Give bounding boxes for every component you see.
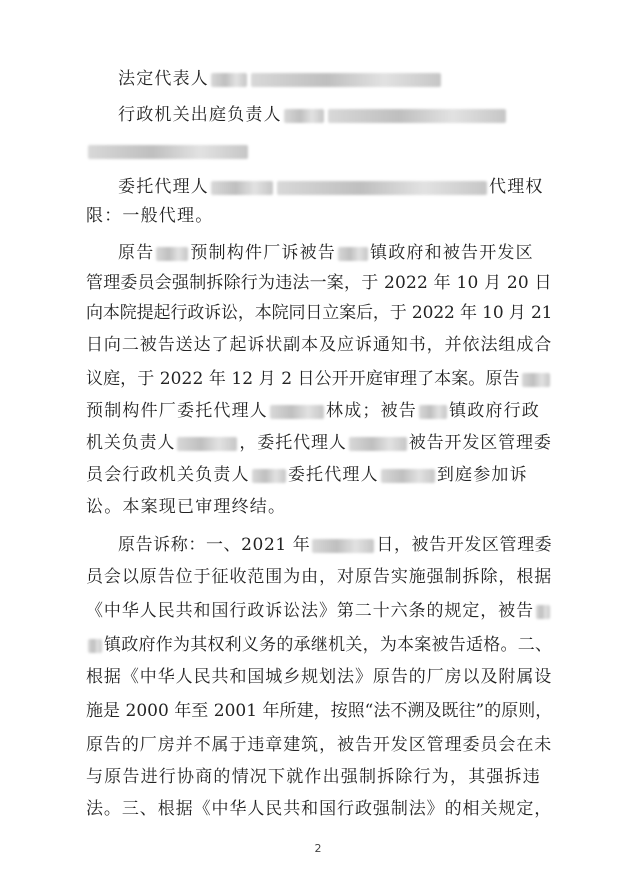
text-line: 法定代表人 bbox=[118, 68, 443, 90]
redacted-text bbox=[312, 539, 374, 553]
text-line: 日向二被告送达了起诉状副本及应诉通知书，并依法组成合 bbox=[86, 335, 553, 355]
text-line bbox=[86, 140, 250, 162]
redacted-text bbox=[270, 405, 324, 419]
text-line: 原告的厂房并不属于违章建筑，被告开发区管理委员会在未 bbox=[86, 735, 553, 755]
redacted-text bbox=[88, 639, 102, 653]
text-line: 议庭，于 2022 年 12 月 2 日公开开庭审理了本案。原告 bbox=[86, 368, 552, 390]
redacted-text bbox=[284, 109, 324, 123]
text-line: 员会以原告位于征收范围为由，对原告实施强制拆除，根据 bbox=[86, 567, 553, 587]
redacted-text bbox=[251, 73, 441, 87]
redacted-text bbox=[277, 181, 487, 195]
text-line: 法。三、根据《中华人民共和国行政强制法》的相关规定， bbox=[86, 799, 553, 819]
redacted-text bbox=[349, 437, 407, 451]
text-line: 施是 2000 年至 2001 年所建，按照“法不溯及既往”的原则， bbox=[86, 701, 553, 721]
text-line: 机关负责人 ，委托代理人 被告开发区管理委 bbox=[86, 433, 552, 453]
redacted-text bbox=[177, 437, 237, 451]
text-line: 原告 预制构件厂诉被告 镇政府和被告开发区 bbox=[118, 243, 534, 263]
text-line: 讼。本案现已审理终结。 bbox=[86, 497, 287, 517]
redacted-text bbox=[211, 181, 273, 195]
text-line: 员会行政机关负责人 委托代理人 到庭参加诉 bbox=[86, 465, 528, 485]
text-line: 管理委员会强制拆除行为违法一案，于 2022 年 10 月 20 日 bbox=[86, 273, 552, 293]
text-line: 镇政府作为其权利义务的承继机关，为本案被告适格。二、 bbox=[86, 634, 552, 656]
page-number: 2 bbox=[314, 842, 322, 855]
text-line: 行政机关出庭负责人 bbox=[118, 104, 508, 126]
text-line: 预制构件厂委托代理人 林成；被告 镇政府行政 bbox=[86, 401, 540, 421]
text-line: 《中华人民共和国行政诉讼法》第二十六条的规定，被告 bbox=[86, 600, 552, 622]
redacted-text bbox=[252, 469, 286, 483]
redacted-text bbox=[338, 247, 368, 261]
redacted-text bbox=[536, 605, 550, 619]
redacted-text bbox=[88, 145, 248, 159]
text-line: 根据《中华人民共和国城乡规划法》原告的厂房以及附属设 bbox=[86, 667, 553, 687]
text-line: 向本院提起行政诉讼，本院同日立案后，于 2022 年 10 月 21 bbox=[86, 303, 553, 323]
text-line: 委托代理人 代理权 bbox=[118, 177, 544, 197]
text-line: 限：一般代理。 bbox=[86, 206, 214, 226]
redacted-text bbox=[381, 469, 435, 483]
redacted-text bbox=[328, 109, 506, 123]
text-line: 与原告进行协商的情况下就作出强制拆除行为，其强拆违 bbox=[86, 767, 541, 787]
redacted-text bbox=[419, 405, 447, 419]
redacted-text bbox=[211, 73, 247, 87]
redacted-text bbox=[156, 247, 188, 261]
text-line: 原告诉称：一、2021 年 日，被告开发区管理委 bbox=[118, 535, 553, 555]
redacted-text bbox=[522, 373, 550, 387]
